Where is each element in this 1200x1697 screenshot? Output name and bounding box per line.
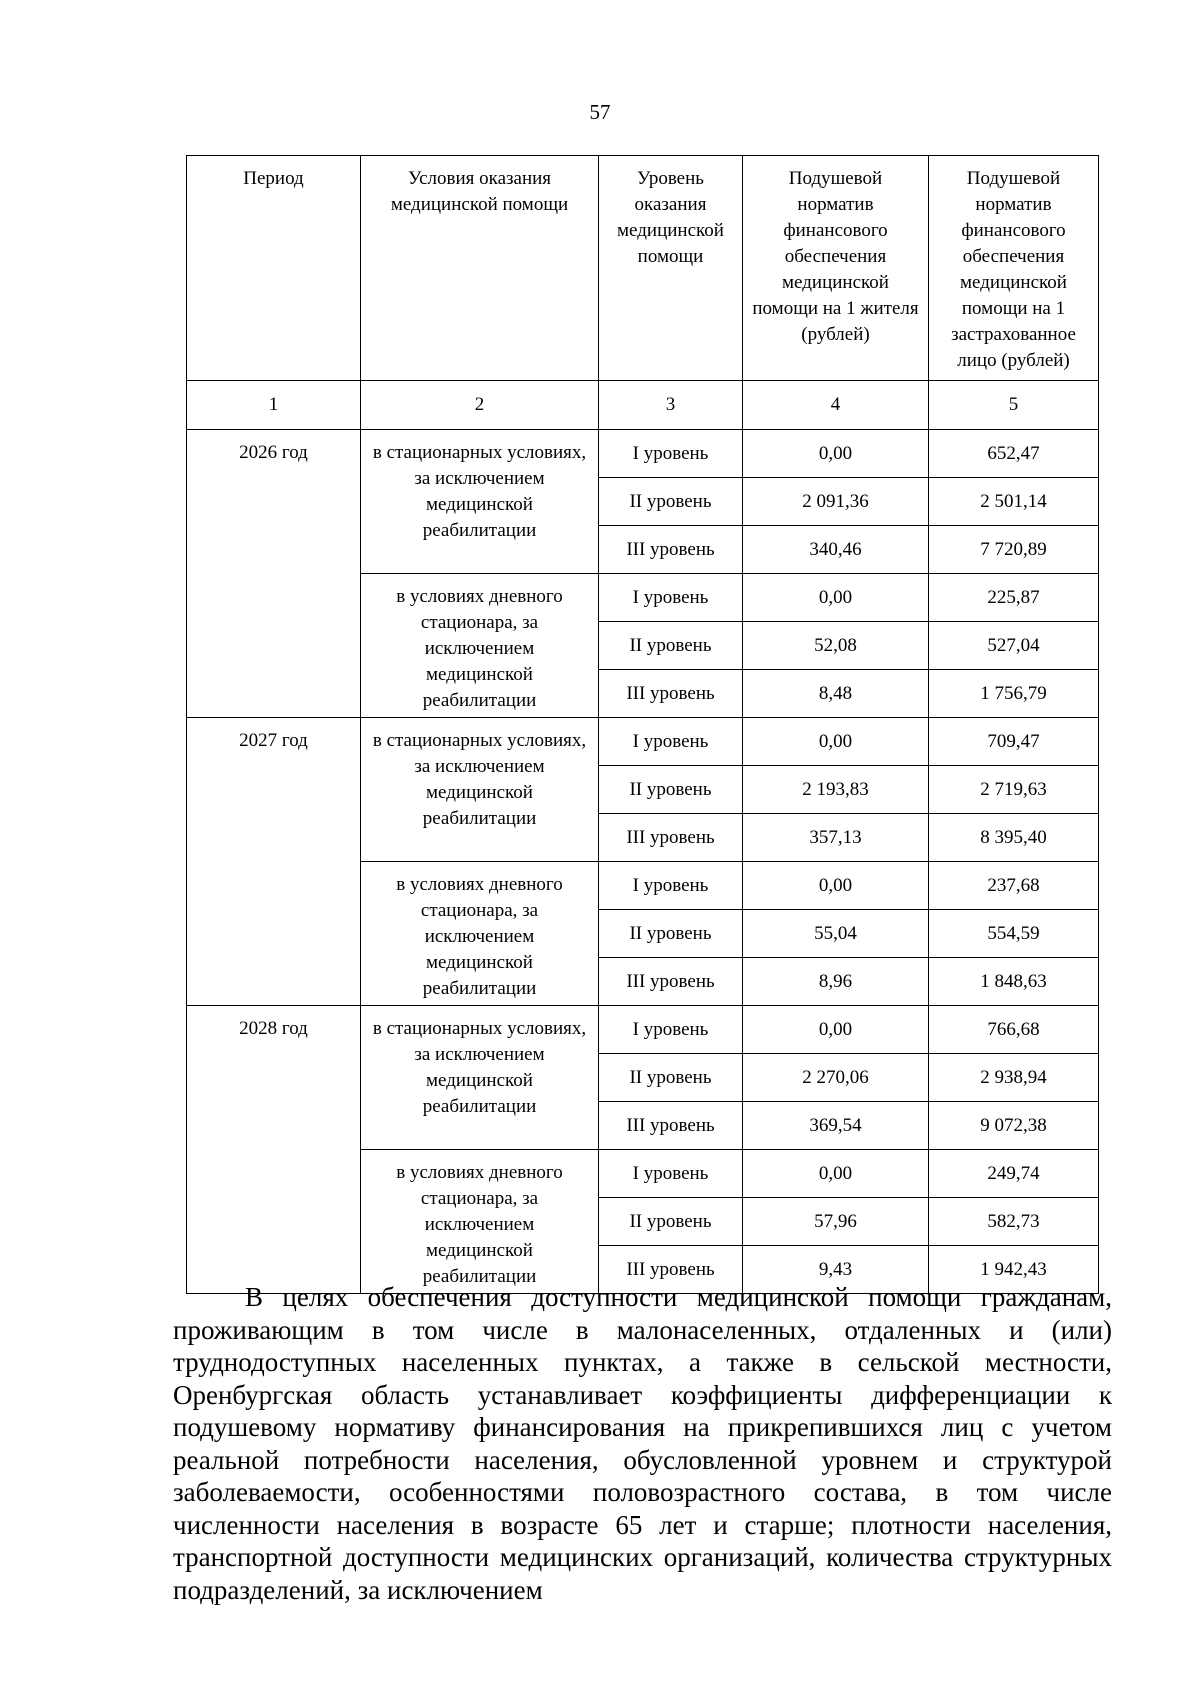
- per-resident-value: 369,54: [743, 1102, 929, 1150]
- period-cell: 2027 год: [187, 718, 361, 1006]
- level-cell: II уровень: [599, 1054, 743, 1102]
- per-resident-value: 0,00: [743, 574, 929, 622]
- header-conditions: Условия оказания медицинской помощи: [361, 156, 599, 381]
- condition-cell: в условиях дневного стационара, за исключением медицинской реабилитации: [361, 574, 599, 718]
- header-per-insured: Подушевой норматив финансового обеспечения медицинской помощи на 1 застрахованное лицо (рублей): [929, 156, 1099, 381]
- level-cell: III уровень: [599, 814, 743, 862]
- level-cell: I уровень: [599, 862, 743, 910]
- per-resident-value: 0,00: [743, 718, 929, 766]
- per-insured-value: 7 720,89: [929, 526, 1099, 574]
- per-insured-value: 225,87: [929, 574, 1099, 622]
- column-number: 3: [599, 381, 743, 430]
- per-resident-value: 0,00: [743, 862, 929, 910]
- period-cell: 2026 год: [187, 430, 361, 718]
- per-resident-value: 0,00: [743, 430, 929, 478]
- table-row: [187, 718, 1099, 766]
- level-cell: I уровень: [599, 1150, 743, 1198]
- per-resident-value: 2 270,06: [743, 1054, 929, 1102]
- per-resident-value: 55,04: [743, 910, 929, 958]
- per-resident-value: 2 091,36: [743, 478, 929, 526]
- per-insured-value: 582,73: [929, 1198, 1099, 1246]
- condition-cell: в стационарных условиях, за исключением медицинской реабилитации: [361, 430, 599, 574]
- header-level: Уровень оказания медицинской помощи: [599, 156, 743, 381]
- per-insured-value: 709,47: [929, 718, 1099, 766]
- level-cell: III уровень: [599, 1246, 743, 1294]
- column-number-row: [187, 381, 1099, 430]
- per-insured-value: 1 848,63: [929, 958, 1099, 1006]
- table-header-row: [187, 156, 1099, 381]
- level-cell: II уровень: [599, 622, 743, 670]
- per-insured-value: 766,68: [929, 1006, 1099, 1054]
- table-body: [187, 430, 1099, 1294]
- level-cell: II уровень: [599, 478, 743, 526]
- level-cell: III уровень: [599, 1102, 743, 1150]
- column-number: 5: [929, 381, 1099, 430]
- column-number: 1: [187, 381, 361, 430]
- per-insured-value: 8 395,40: [929, 814, 1099, 862]
- per-insured-value: 2 501,14: [929, 478, 1099, 526]
- page-number: 57: [589, 100, 611, 124]
- per-insured-value: 9 072,38: [929, 1102, 1099, 1150]
- per-resident-value: 2 193,83: [743, 766, 929, 814]
- level-cell: III уровень: [599, 526, 743, 574]
- per-resident-value: 357,13: [743, 814, 929, 862]
- per-insured-value: 652,47: [929, 430, 1099, 478]
- condition-cell: в стационарных условиях, за исключением медицинской реабилитации: [361, 1006, 599, 1150]
- per-insured-value: 249,74: [929, 1150, 1099, 1198]
- per-insured-value: 2 938,94: [929, 1054, 1099, 1102]
- condition-cell: в условиях дневного стационара, за исключением медицинской реабилитации: [361, 1150, 599, 1294]
- per-resident-value: 0,00: [743, 1006, 929, 1054]
- per-resident-value: 8,96: [743, 958, 929, 1006]
- level-cell: III уровень: [599, 958, 743, 1006]
- column-number: 4: [743, 381, 929, 430]
- column-number: 2: [361, 381, 599, 430]
- table-row: [187, 1006, 1099, 1054]
- level-cell: I уровень: [599, 1006, 743, 1054]
- level-cell: II уровень: [599, 1198, 743, 1246]
- per-resident-value: 0,00: [743, 1150, 929, 1198]
- per-resident-value: 9,43: [743, 1246, 929, 1294]
- condition-cell: в стационарных условиях, за исключением медицинской реабилитации: [361, 718, 599, 862]
- per-resident-value: 52,08: [743, 622, 929, 670]
- per-insured-value: 1 942,43: [929, 1246, 1099, 1294]
- per-insured-value: 554,59: [929, 910, 1099, 958]
- per-insured-value: 2 719,63: [929, 766, 1099, 814]
- per-insured-value: 1 756,79: [929, 670, 1099, 718]
- per-resident-value: 57,96: [743, 1198, 929, 1246]
- level-cell: II уровень: [599, 766, 743, 814]
- period-cell: 2028 год: [187, 1006, 361, 1294]
- level-cell: I уровень: [599, 574, 743, 622]
- level-cell: II уровень: [599, 910, 743, 958]
- header-period: Период: [187, 156, 361, 381]
- condition-cell: в условиях дневного стационара, за исключением медицинской реабилитации: [361, 862, 599, 1006]
- per-resident-value: 340,46: [743, 526, 929, 574]
- level-cell: I уровень: [599, 718, 743, 766]
- body-paragraph: В целях обеспечения доступности медицинской помощи гражданам, проживающим в том числе в малонаселенных, отдаленных и (или) труднодоступных населенных пунктах, а также в сельской местности, Оренбургская область устанавливает коэффициенты дифференциации к подушевому нормативу финансирования на прикрепившихся лиц с учетом реальной потребности населения, обусловленной уровнем и структурой заболеваемости, особенностями половозрастного состава, в том числе численности населения в возрасте 65 лет и старше; плотности населения, транспортной доступности медицинских организаций, количества структурных подразделений, за исключением: [173, 1282, 1112, 1605]
- per-insured-value: 527,04: [929, 622, 1099, 670]
- header-per-resident: Подушевой норматив финансового обеспечения медицинской помощи на 1 жителя (рублей): [743, 156, 929, 381]
- financing-norms-table: [186, 155, 1099, 1294]
- per-resident-value: 8,48: [743, 670, 929, 718]
- level-cell: III уровень: [599, 670, 743, 718]
- level-cell: I уровень: [599, 430, 743, 478]
- table-row: [187, 430, 1099, 478]
- per-insured-value: 237,68: [929, 862, 1099, 910]
